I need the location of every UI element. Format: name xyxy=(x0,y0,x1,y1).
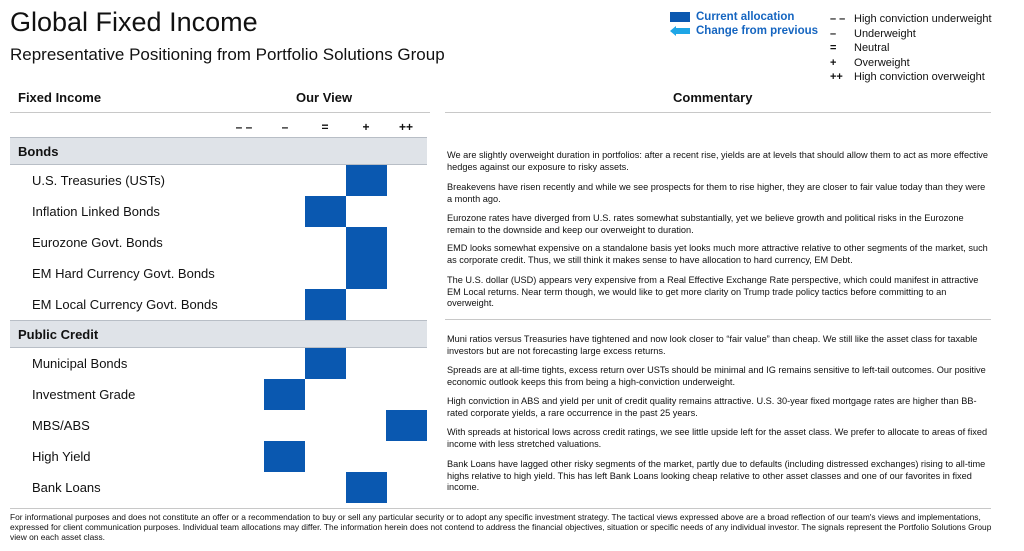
legend-change-label: Change from previous xyxy=(696,25,819,37)
view-key-legend xyxy=(830,12,992,85)
current-allocation-marker xyxy=(264,441,305,472)
positioning-table xyxy=(10,137,427,503)
asset-row: Municipal Bonds xyxy=(10,348,427,379)
legend-key-item: – Underweight xyxy=(830,27,916,40)
allocation-legend xyxy=(670,10,818,38)
our-view-header: Our View xyxy=(296,90,353,105)
header-divider-right xyxy=(445,112,991,113)
asset-row: Inflation Linked Bonds xyxy=(10,196,427,227)
asset-row: Investment Grade xyxy=(10,379,427,410)
footnote-divider xyxy=(10,508,991,509)
change-arrow-icon xyxy=(670,26,690,36)
current-allocation-marker xyxy=(305,196,346,227)
current-allocation-marker xyxy=(346,258,387,289)
asset-row: Bank Loans xyxy=(10,472,427,503)
scale-symbol: – xyxy=(281,120,289,134)
fixed-income-header: Fixed Income xyxy=(18,90,102,105)
header-divider-left xyxy=(10,112,430,113)
scale-symbol: ++ xyxy=(398,120,413,134)
scale-symbol: = xyxy=(321,120,329,134)
page-subtitle: Representative Positioning from Portfolio Solutions Group xyxy=(10,45,445,64)
commentary-paragraph: High conviction in ABS and yield per unit of credit quality remains attractive. U.S. 30-year fixed mortgage rates are higher than BB-rated corporate yields, a rare occurrence in the past 25 years. xyxy=(447,396,977,418)
current-allocation-marker xyxy=(346,227,387,258)
commentary-paragraph: EMD looks somewhat expensive on a standalone basis yet looks much more attractive relative to other segments of the market, such as corporate credit. Thus, we still think it makes sense to have allocation to hard currency, EM Debt. xyxy=(447,243,988,265)
section-header-bonds: Bonds xyxy=(10,137,427,165)
legend-current-label: Current allocation xyxy=(696,11,795,23)
legend-key-item: ++ High conviction overweight xyxy=(830,71,985,84)
page-title: Global Fixed Income xyxy=(10,7,258,37)
current-allocation-marker xyxy=(346,165,387,196)
commentary-paragraph: We are slightly overweight duration in portfolios: after a recent rise, yields are at levels that should allow them to act as more effective hedges against our exposure to risky assets. xyxy=(447,150,988,172)
commentary-paragraph: With spreads at historical lows across credit ratings, we see little upside left for the asset class. We prefer to allocate to areas of fixed income with less stretched valuations. xyxy=(447,427,988,449)
scale-symbol: + xyxy=(362,120,370,134)
commentary-paragraph: Breakevens have risen recently and while we see prospects for them to rise higher, they are closer to fair value today than they were a month ago. xyxy=(447,182,986,204)
current-allocation-marker xyxy=(264,379,305,410)
current-allocation-marker xyxy=(305,348,346,379)
asset-row: EM Hard Currency Govt. Bonds xyxy=(10,258,427,289)
asset-row: EM Local Currency Govt. Bonds xyxy=(10,289,427,320)
current-allocation-swatch xyxy=(670,12,690,22)
asset-row: U.S. Treasuries (USTs) xyxy=(10,165,427,196)
section-header-public-credit: Public Credit xyxy=(10,320,427,348)
commentary-divider xyxy=(445,319,991,320)
asset-row: MBS/ABS xyxy=(10,410,427,441)
asset-row: High Yield xyxy=(10,441,427,472)
disclaimer-footnote: For informational purposes and does not constitute an offer or a recommendation to buy or sell any particular security or to adopt any specific investment strategy. The tactical views expressed above are a broad reflection of our team's views and implementations, expressed for client communication purposes. Individual team allocations may differ. The information herein does not contend to address the financial objectives, situation or specific needs of any individual investor. The signals represent the Portfolio Solutions Group view on each asset class. xyxy=(10,512,992,542)
current-allocation-marker xyxy=(346,472,387,503)
commentary-paragraph: Spreads are at all-time tights, excess return over USTs should be minimal and IG remains sensitive to left-tail outcomes. Our positive economic outlook keeps this from being a high-conviction underweight. xyxy=(447,365,986,387)
legend-key-item: = Neutral xyxy=(830,42,890,55)
legend-key-item: – – High conviction underweight xyxy=(830,13,992,26)
current-allocation-marker xyxy=(305,289,346,320)
commentary-header: Commentary xyxy=(673,90,753,105)
commentary-paragraph: Muni ratios versus Treasuries have tightened and now look closer to “fair value” than cheap. We still like the asset class for taxable investors but are not forecasting large excess returns. xyxy=(447,334,978,356)
scale-symbol: – – xyxy=(235,120,253,134)
commentary-paragraph: Bank Loans have lagged other risky segments of the market, partly due to defaults (including distressed exchanges) rising to all-time highs relative to high yield. This has left Bank Loans looking cheap relative to other asset classes and one of our favorites in fixed income. xyxy=(447,459,986,492)
current-allocation-marker xyxy=(386,410,427,441)
asset-row: Eurozone Govt. Bonds xyxy=(10,227,427,258)
commentary-paragraph: Eurozone rates have diverged from U.S. rates somewhat substantially, yet we believe growth and political risks in the Eurozone remain to the downside and keep our overweight to duration. xyxy=(447,213,964,235)
commentary-paragraph: The U.S. dollar (USD) appears very expensive from a Real Effective Exchange Rate perspective, which could manifest in attractive EM Local returns. Near term though, we would like to get more clarity on Trump trade policy tactics before committing to an overweight. xyxy=(447,275,979,308)
legend-key-item: + Overweight xyxy=(830,56,910,69)
